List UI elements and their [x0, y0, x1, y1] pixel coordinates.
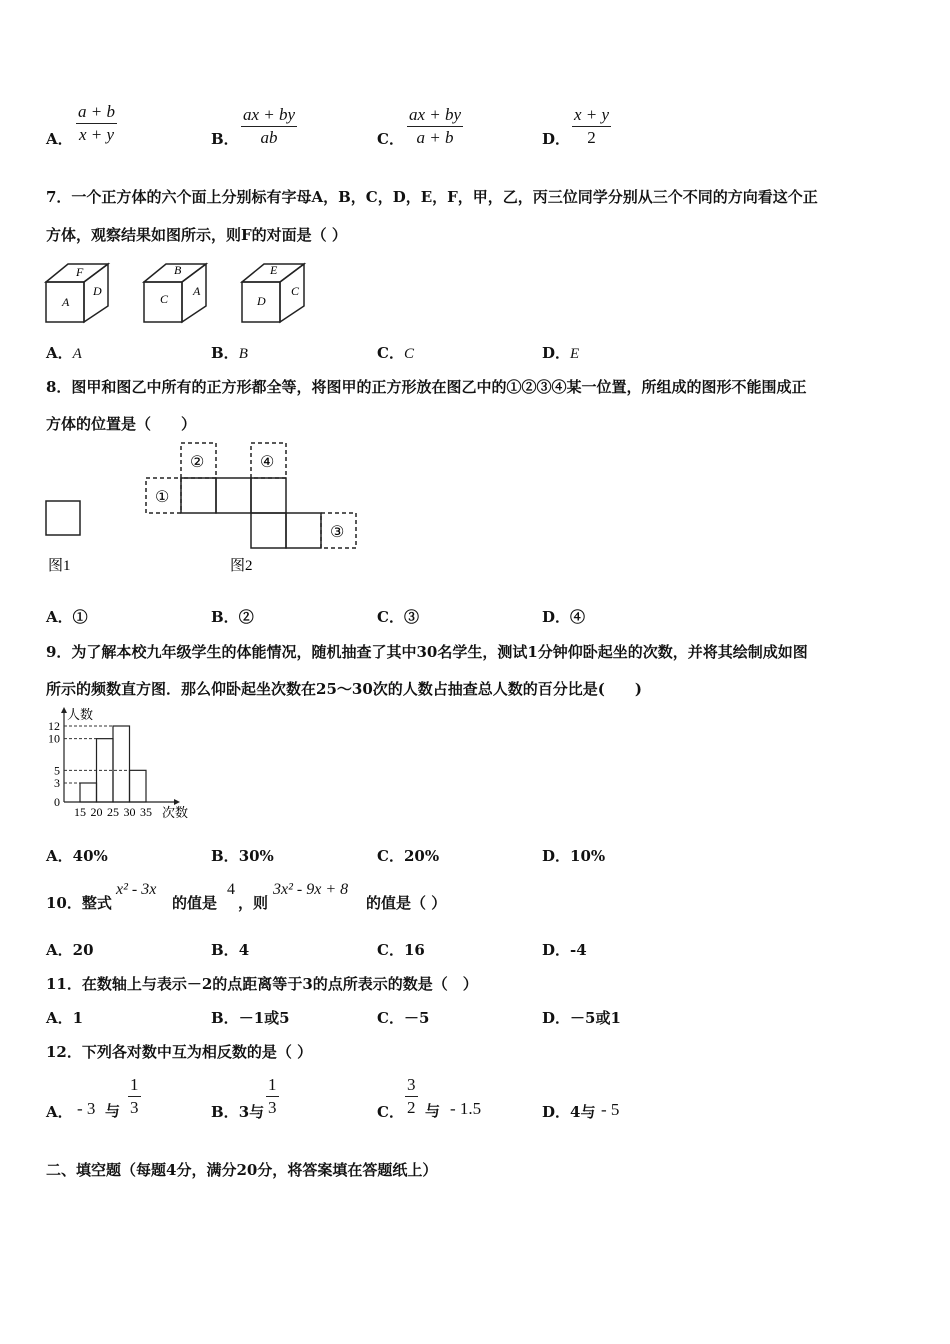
q12-text: 12．下列各对数中互为相反数的是（ ） [46, 1043, 313, 1061]
q10-prefix: 10．整式 [46, 894, 112, 912]
marker-3: ③ [330, 524, 345, 541]
q9-histogram [40, 704, 200, 828]
q11-text: 11．在数轴上与表示－2的点距离等于3的点所表示的数是（ ） [46, 975, 478, 993]
q7-option-b [211, 342, 248, 363]
y-tick-5: 5 [54, 763, 60, 778]
q11-option-a-label: A． [46, 1009, 73, 1027]
bar-30-35 [130, 770, 147, 802]
q12-option-c-numerator: 3 [405, 1074, 418, 1097]
q8-option-a-label: A． [46, 608, 73, 626]
q6-option-d-numerator: x + y [572, 104, 611, 127]
q8-option-d-value: ④ [570, 608, 586, 626]
q12-option-b-label-text: B． [211, 1103, 239, 1121]
bar-15-20 [80, 783, 97, 802]
fig2-caption: 图2 [230, 558, 253, 574]
cube-3-front-letter: D [257, 294, 266, 308]
q7-text-line2: 方体，观察结果如图所示，则F的对面是（ ） [46, 226, 347, 244]
cube-1-right-letter: D [93, 284, 102, 298]
q10-option-a [46, 939, 94, 960]
q11-option-a [46, 1007, 83, 1028]
q11-option-d [542, 1007, 621, 1028]
q6-option-c-numerator: ax + by [407, 104, 463, 127]
q7-option-a-label: A． [46, 344, 73, 362]
y-tick-3: 3 [54, 776, 60, 790]
q10-option-d-value: -4 [570, 941, 587, 959]
q12-option-c-denominator: 2 [407, 1098, 416, 1117]
q12-option-a-denominator: 3 [130, 1098, 139, 1117]
q12-option-c-right: - 1.5 [450, 1099, 482, 1118]
q7-option-d-value: E [570, 346, 580, 362]
q12-option-a-fraction [128, 1074, 141, 1119]
x-tick-35: 35 [140, 805, 152, 819]
q11-option-c-label: C． [377, 1009, 404, 1027]
q12-option-c-joiner: 与 [425, 1102, 441, 1120]
q6-option-b-denominator: ab [260, 128, 278, 147]
q8-option-b [211, 606, 254, 627]
q12-option-b-left: 3 [238, 1103, 250, 1121]
q10-option-b-label: B． [211, 941, 239, 959]
q7-option-c-value: C [403, 346, 414, 362]
q12-option-d-left: 4 [570, 1103, 581, 1121]
fig1-caption: 图1 [48, 558, 71, 574]
q12-option-b-joiner: 与 [249, 1103, 265, 1121]
q10-option-d [542, 939, 587, 960]
q8-text-line2: 方体的位置是（ ） [46, 415, 197, 433]
q11-option-b-label: B． [211, 1009, 239, 1027]
q10-suffix: 的值是（ ） [366, 894, 447, 912]
q10-expr1: x² - 3x [116, 881, 157, 898]
cube-1-top-letter: F [76, 265, 84, 279]
q12-option-d-label-text: D． [542, 1103, 571, 1121]
q10-option-b [211, 939, 249, 960]
cube-3-right-letter: C [291, 284, 300, 298]
q10-mid2: ，则 [238, 894, 269, 912]
q8-option-b-value: ② [238, 608, 254, 626]
cube-1 [46, 264, 108, 322]
cube-1-front-letter: A [62, 295, 70, 309]
q12-option-b-label [211, 1101, 264, 1122]
q12-option-c-fraction [405, 1074, 418, 1119]
q6-option-d-label: D． [542, 130, 571, 148]
bar-25-30 [113, 726, 130, 802]
cube-3-top-letter: E [270, 263, 278, 277]
q7-option-a-value: A [72, 346, 82, 362]
q9-option-d-value: 10% [570, 847, 606, 865]
fig2-net [181, 478, 321, 548]
q8-option-c-label: C． [377, 608, 404, 626]
q7-option-b-value: B [238, 346, 248, 362]
q9-option-a [46, 845, 108, 866]
q8-option-b-label: B． [211, 608, 239, 626]
q9-option-d-label: D． [542, 847, 571, 865]
q8-option-c-value: ③ [403, 608, 419, 626]
q10-option-c [377, 939, 425, 960]
q12-option-a-left: - 3 [77, 1099, 96, 1118]
q7-option-c-label: C． [377, 344, 404, 362]
q12-option-a-label: A． [46, 1103, 73, 1121]
q11-option-c [377, 1007, 429, 1028]
marker-1: ① [155, 489, 170, 506]
x-tick-25: 25 [107, 805, 119, 819]
q8-option-c [377, 606, 419, 627]
y-tick-12: 12 [48, 719, 60, 733]
y-tick-10: 10 [48, 731, 60, 746]
q11-option-c-value: －5 [403, 1009, 430, 1027]
q10-expr2: 3x² - 9x + 8 [273, 881, 349, 898]
q10-value: 4 [227, 881, 235, 898]
cube-2-top-letter: B [174, 263, 182, 277]
q10-option-c-value: 16 [403, 941, 425, 959]
q10-mid: 的值是 [172, 894, 218, 912]
q9-option-b-label: B． [211, 847, 239, 865]
q10-option-a-value: 20 [72, 941, 94, 959]
q12-option-d-right: - 5 [601, 1100, 620, 1119]
y-tick-0: 0 [54, 795, 60, 809]
cube-2-right-letter: A [193, 284, 201, 298]
q12-option-d-label [542, 1101, 595, 1122]
q11-option-b [211, 1007, 290, 1028]
q6-option-a-denominator: x + y [78, 125, 115, 144]
q12-option-b-fraction [266, 1074, 279, 1119]
marker-2: ② [190, 454, 205, 471]
q6-option-b-label: B． [211, 130, 239, 148]
q9-option-b [211, 845, 274, 866]
section-2-heading: 二、填空题（每题4分，满分20分，将答案填在答题纸上） [46, 1161, 438, 1179]
q9-option-c-value: 20% [403, 847, 440, 865]
q12-option-a-joiner: 与 [105, 1102, 121, 1120]
x-tick-15: 15 [74, 805, 86, 819]
q8-text-line1: 8．图甲和图乙中所有的正方形都全等，将图甲的正方形放在图乙中的①②③④某一位置，所组成的图形不能围成正 [46, 378, 807, 396]
q7-text-line1: 7．一个正方体的六个面上分别标有字母A，B，C，D，E，F，甲，乙，丙三位同学分别从三个不同的方向看这个正 [46, 188, 818, 206]
y-axis-label: 人数 [67, 707, 94, 722]
x-tick-20: 20 [90, 805, 103, 819]
q9-option-c [377, 845, 439, 866]
q6-option-a-fraction [76, 101, 117, 146]
q7-option-b-label: B． [211, 344, 239, 362]
q6-option-c-denominator: a + b [416, 128, 454, 147]
q10-option-c-label: C． [377, 941, 404, 959]
q10-option-b-value: 4 [238, 941, 250, 959]
cube-2-front-letter: C [160, 292, 169, 306]
q6-option-b-numerator: ax + by [241, 104, 297, 127]
q10-option-d-label: D． [542, 941, 571, 959]
q12-option-c-label: C． [377, 1103, 404, 1121]
q6-option-b-fraction [241, 104, 297, 149]
q12-option-b-numerator: 1 [266, 1074, 279, 1097]
q11-option-b-value: －1或5 [238, 1009, 290, 1027]
q8-option-a-value: ① [72, 608, 88, 626]
q6-option-c-label: C． [377, 130, 404, 148]
q11-option-d-label: D． [542, 1009, 571, 1027]
q7-cubes-figure [40, 258, 320, 330]
x-tick-30: 30 [123, 805, 136, 819]
q8-option-a [46, 606, 88, 627]
q7-option-d-label: D． [542, 344, 571, 362]
q6-option-a-numerator: a + b [76, 101, 117, 124]
q12-option-a-numerator: 1 [128, 1074, 141, 1097]
q7-option-c [377, 342, 414, 363]
q8-option-d-label: D． [542, 608, 571, 626]
q11-option-a-value: 1 [72, 1009, 84, 1027]
q6-option-d-denominator: 2 [587, 128, 596, 147]
q6-option-a-label: A． [46, 130, 73, 148]
q6-option-c-fraction [407, 104, 463, 149]
marker-4: ④ [260, 454, 275, 471]
cube-2 [144, 263, 206, 322]
cube-3 [242, 263, 304, 322]
q12-option-d-joiner: 与 [580, 1103, 596, 1121]
q7-option-d [542, 342, 579, 363]
q10-option-a-label: A． [46, 941, 73, 959]
q11-option-d-value: －5或1 [570, 1009, 621, 1027]
q9-option-a-label: A． [46, 847, 73, 865]
x-axis-label: 次数 [162, 805, 189, 820]
q9-option-d [542, 845, 605, 866]
q9-text-line2: 所示的频数直方图．那么仰卧起坐次数在25～30次的人数占抽查总人数的百分比是( ) [46, 680, 642, 698]
q9-option-a-value: 40% [72, 847, 108, 865]
q9-option-b-value: 30% [238, 847, 274, 865]
q12-option-b-denominator: 3 [268, 1098, 277, 1117]
q7-option-a [46, 342, 82, 363]
q8-net-figure [40, 440, 370, 580]
fig1-square [46, 501, 80, 535]
q8-option-d [542, 606, 585, 627]
q9-text-line1: 9．为了解本校九年级学生的体能情况，随机抽查了其中30名学生，测试1分钟仰卧起坐的次数，并将其绘制成如图 [46, 643, 808, 661]
q6-option-d-fraction [572, 104, 611, 149]
q9-option-c-label: C． [377, 847, 404, 865]
